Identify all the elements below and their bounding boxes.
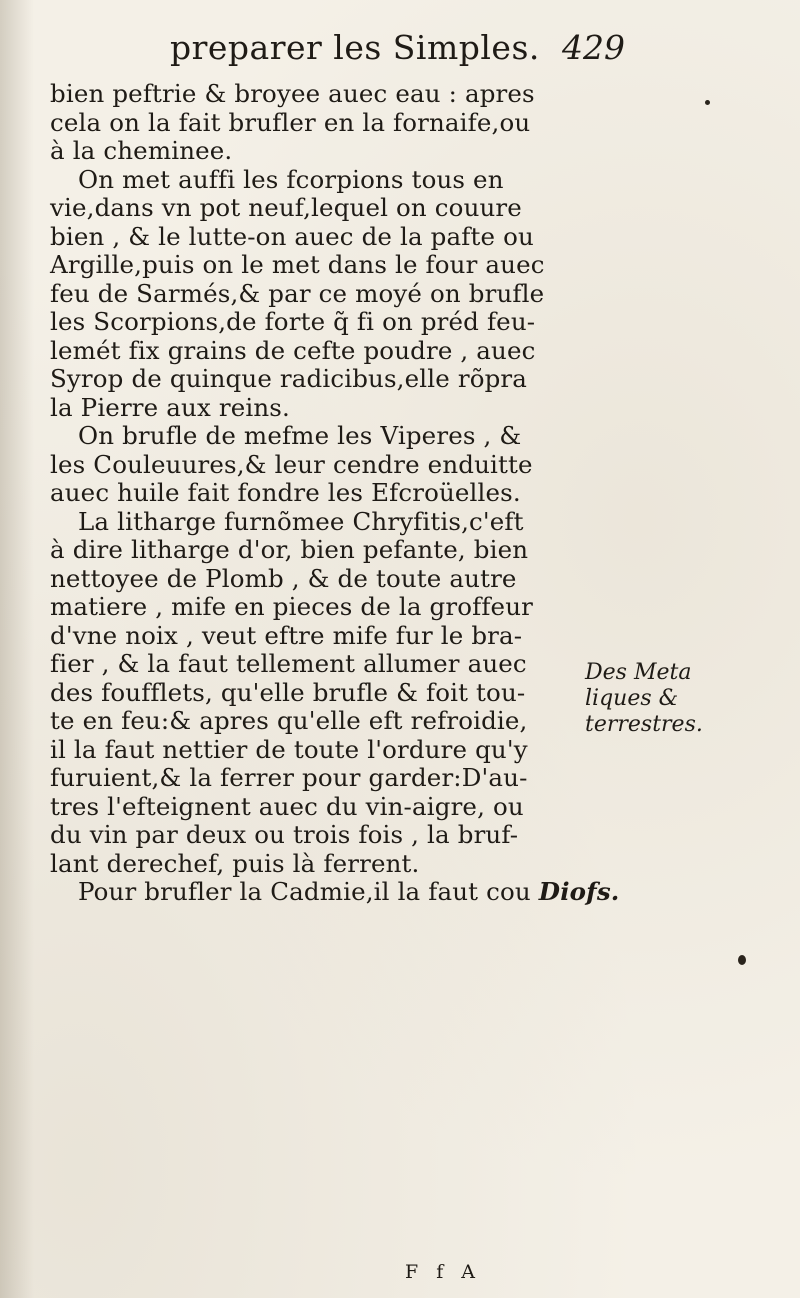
- text-line: lant derechef, puis là ferrent.: [50, 848, 420, 878]
- page-number: 429: [562, 28, 625, 67]
- text-line: des foufflets, qu'elle brufle & foit tou-: [50, 677, 526, 707]
- text-line: Syrop de quinque radicibus,elle rõpra: [50, 364, 528, 393]
- ink-speck: [705, 100, 710, 105]
- text-line: lemét fix grains de cefte poudre , auec: [50, 335, 536, 365]
- ink-speck: [738, 955, 746, 965]
- text-line: à la cheminee.: [50, 136, 233, 165]
- text-line-main: Pour brufler la Cadmie,il la faut cou: [78, 877, 531, 906]
- text-line: les Scorpions,de forte q̃ fi on préd feu-: [50, 307, 536, 336]
- text-line: tres l'efteignent auec du vin-aigre, ou: [50, 791, 524, 821]
- text-line: te en feu:& apres qu'elle eft refroidie,: [50, 706, 528, 735]
- text-line: matiere , mife en pieces de la groffeur: [50, 592, 534, 621]
- text-line: d'vne noix , veut eftre mife fur le bra-: [50, 620, 523, 650]
- text-line: nettoyee de Plomb , & de toute autre: [50, 563, 517, 593]
- text-line: feu de Sarmés,& par ce moyé on brufle: [50, 278, 545, 308]
- page-gutter-shadow: [0, 0, 34, 1298]
- margin-note-line: Des Meta: [585, 660, 692, 685]
- text-line: la Pierre aux reins.: [50, 392, 290, 422]
- text-line: auec huile fait fondre les Efcroüelles.: [50, 478, 521, 507]
- text-line: à dire litharge d'or, bien pefante, bien: [50, 535, 529, 564]
- margin-note: [575, 660, 775, 738]
- text-line: cela on la fait brufler en la fornaife,ou: [50, 107, 531, 137]
- text-line: il la faut nettier de toute l'ordure qu'y: [50, 734, 528, 764]
- page-header: [170, 28, 670, 72]
- text-line: furuient,& la ferrer pour garder:D'au-: [50, 763, 528, 792]
- text-line: bien , & le lutte-on auec de la pafte ou: [50, 221, 534, 251]
- text-line: [50, 877, 620, 907]
- text-line: Argille,puis on le met dans le four auec: [50, 250, 545, 279]
- text-line: bien peftrie & broyee auec eau : apres: [50, 79, 535, 108]
- text-line: les Couleuures,& leur cendre enduitte: [50, 449, 533, 479]
- catchword: Diofs.: [538, 877, 620, 906]
- text-line: On met auffi les fcorpions tous en: [78, 164, 504, 194]
- text-line: La litharge furnõmee Chryfitis,c'eft: [78, 506, 524, 536]
- text-line: On brufle de mefme les Viperes , &: [78, 421, 522, 450]
- text-line: vie,dans vn pot neuf,lequel on couure: [50, 193, 522, 222]
- running-title: preparer les Simples.: [170, 28, 540, 67]
- signature-mark: F f A: [405, 1261, 482, 1283]
- text-line: du vin par deux ou trois fois , la bruf-: [50, 820, 519, 849]
- margin-note-line: liques &: [585, 686, 679, 711]
- text-line: fier , & la faut tellement allumer auec: [50, 649, 527, 678]
- margin-note-line: terrestres.: [585, 712, 703, 737]
- body-text: [50, 79, 620, 907]
